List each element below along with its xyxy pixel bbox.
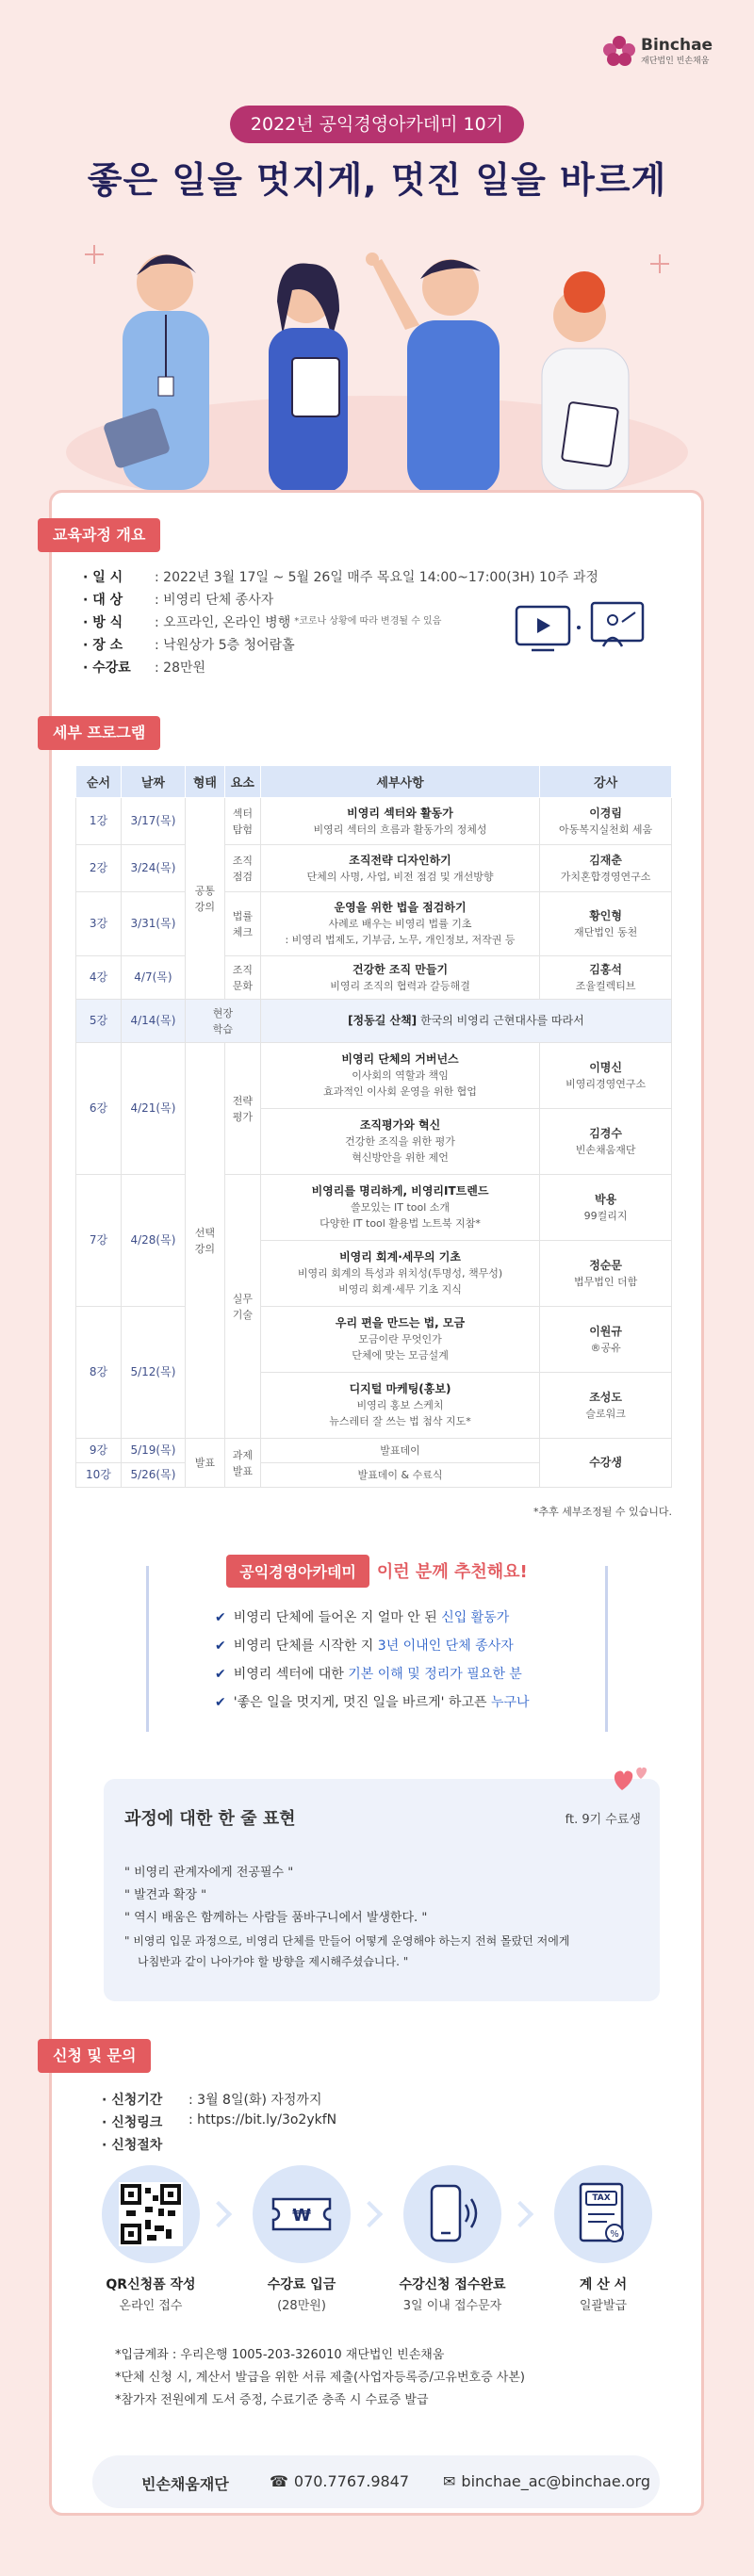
col-header: 세부사항 (260, 766, 539, 798)
overview-row: · 대 상 : 비영리 단체 종사자 (83, 593, 274, 608)
table-row: 3강 3/31(목) 법률 체크 운영을 위한 법을 점검하기 사례로 배우는 비영리 법률 기초 : 비영리 법제도, 기부금, 노무, 개인정보, 저작권 등 황인형 재단법인 동천 (76, 892, 672, 956)
overview-tag: 교육과정 개요 (38, 518, 160, 552)
apply-row: · 신청기간 : 3월 8일(화) 자정까지 (102, 2093, 322, 2108)
brand-name: Binchae (641, 36, 713, 55)
phone-icon: ☎ (269, 2472, 288, 2490)
footer-phone: ☎ 070.7767.9847 (269, 2472, 410, 2490)
program-pill: 2022년 공익경영아카데미 10기 (230, 106, 524, 143)
list-item: ✔ 비영리 단체에 들어온 지 얼마 안 된 신입 활동가 (215, 1610, 510, 1625)
table-row: 8강 5/12(목) 우리 편을 만드는 법, 모금 모금이란 무엇인가 단체에 맞는 모금설계 이원규 ®공유 (76, 1307, 672, 1373)
svg-text:₩: ₩ (292, 2206, 311, 2225)
col-header: 순서 (76, 766, 122, 798)
check-icon: ✔ (215, 1667, 226, 1682)
phone-icon (426, 2182, 483, 2246)
quote-line: " 비영리 입문 과정으로, 비영리 단체를 만들어 어떻게 운영해야 하는지 전혀 몰랐던 저에게 (124, 1934, 570, 1948)
tax-invoice-icon (575, 2180, 631, 2248)
won-ticket-icon (270, 2195, 334, 2233)
step-title: 수강료 입금 (267, 2277, 336, 2292)
form-cell: 공통 강의 (185, 798, 224, 1000)
step-title: 계 산 서 (579, 2277, 628, 2292)
quote-title: 과정에 대한 한 줄 표현 (124, 1809, 296, 1829)
qr-code-icon (119, 2182, 183, 2246)
mail-icon: ✉ (443, 2472, 456, 2490)
col-header: 형태 (185, 766, 224, 798)
col-header: 강사 (540, 766, 672, 798)
svg-text:%: % (610, 2229, 619, 2240)
quote-sub: ft. 9기 수료생 (565, 1813, 641, 1827)
presentation-icon (515, 601, 647, 658)
table-row: 7강 4/28(목) 실무 기술 비영리를 명리하게, 비영리IT트렌드 쓸모있는 IT tool 소개 다양한 IT tool 활용법 노트북 지참* 박용 99컬리지 (76, 1175, 672, 1241)
apply-row: · 신청절차 (102, 2138, 163, 2153)
form-cell: 선택 강의 (185, 1043, 224, 1439)
program-table (75, 765, 672, 1488)
list-item: ✔ '좋은 일을 멋지게, 멋진 일을 바르게' 하고픈 누구나 (215, 1695, 530, 1710)
apply-link[interactable]: : https://bit.ly/3o2ykfN (188, 2112, 337, 2128)
program-note: *추후 세부조정될 수 있습니다. (533, 1506, 672, 1518)
recommend-title (0, 1555, 754, 1588)
footer-org: 빈손채움재단 (141, 2475, 229, 2493)
binchae-logo (603, 36, 713, 68)
headline: 좋은 일을 멋지게, 멋진 일을 바르게 (87, 159, 667, 201)
apply-note: *입금계좌 : 우리은행 1005-203-326010 재단법인 빈손채움 (115, 2348, 445, 2362)
step-sub: 온라인 접수 (119, 2299, 183, 2313)
list-item: ✔ 비영리 섹터에 대한 기본 이해 및 정리가 필요한 분 (215, 1667, 522, 1682)
col-header: 요소 (224, 766, 260, 798)
quote-line: " 발견과 확장 " (124, 1888, 207, 1902)
table-row: 10강 5/26(목) 발표데이 & 수료식 (76, 1463, 672, 1488)
table-row: 6강 4/21(목) 선택 강의 전략 평가 비영리 단체의 거버넌스 이사회의 역할과 책임 효과적인 이사회 운영을 위한 협업 이명신 비영리경영연구소 (76, 1043, 672, 1109)
step-sub: 일괄발급 (579, 2299, 628, 2313)
people-illustration (57, 217, 697, 499)
col-header: 날짜 (121, 766, 185, 798)
quote-line: 나침반과 같이 나아가야 할 방향을 제시해주셨습니다. " (138, 1955, 409, 1968)
table-row: 조직평가와 혁신 건강한 조직을 위한 평가 혁신방안을 위한 제언 김경수 빈손채움재단 (76, 1109, 672, 1175)
table-row: 비영리 회계·세무의 기초 비영리 회계의 특성과 위치성(투명성, 책무성) 비영리 회계·세무 기초 지식 정순문 법무법인 더함 (76, 1241, 672, 1307)
check-icon: ✔ (215, 1610, 226, 1625)
recommend-pill: 공익경영아카데미 (226, 1555, 369, 1588)
brand-sub: 재단법인 빈손채움 (641, 57, 710, 66)
footer-email[interactable]: ✉ binchae_ac@binchae.org (443, 2472, 650, 2490)
quote-line: " 비영리 관계자에게 전공필수 " (124, 1866, 294, 1880)
apply-tag: 신청 및 문의 (38, 2039, 151, 2073)
step-title: 수강신청 접수완료 (399, 2277, 506, 2292)
program-tag: 세부 프로그램 (38, 716, 160, 750)
apply-row: · 신청링크 : https://bit.ly/3o2ykfN (102, 2112, 337, 2130)
recommend-suffix: 이런 분께 추천해요! (376, 1562, 528, 1582)
check-icon: ✔ (215, 1695, 226, 1710)
apply-note: *참가자 전원에게 도서 증정, 수료기준 충족 시 수료증 발급 (115, 2393, 429, 2407)
overview-row: · 수강료 : 28만원 (83, 660, 206, 676)
list-item: ✔ 비영리 단체를 시작한 지 3년 이내인 단체 종사자 (215, 1639, 514, 1654)
flower-icon (603, 36, 635, 68)
overview-row: · 일 시 : 2022년 3월 17일 ~ 5월 26일 매주 목요일 14:00~17:00(3H) 10주 과정 (83, 570, 598, 585)
table-row: 1강 3/17(목) 공통 강의 섹터 탐험 비영리 섹터와 활동가 비영리 섹터의 흐름과 활동가의 정체성 이경림 아동복지실천회 세움 (76, 798, 672, 845)
table-row: 4강 4/7(목) 조직 문화 건강한 조직 만들기 비영리 조직의 협력과 갈등해결 김홍석 조율컬렉티브 (76, 956, 672, 1000)
overview-row: · 장 소 : 낙원상가 5층 청어람홀 (83, 638, 295, 653)
step-sub: 3일 이내 접수문자 (402, 2299, 502, 2313)
check-icon: ✔ (215, 1639, 226, 1654)
table-row: 5강 4/14(목) 현장 학습 [정동길 산책] 한국의 비영리 근현대사를 따라서 (76, 1000, 672, 1043)
tax-badge: TAX (592, 2193, 611, 2203)
step-title: QR신청폼 작성 (106, 2277, 196, 2292)
table-row: 디지털 마케팅(홍보) 비영리 홍보 스케치 뉴스레터 잘 쓰는 법 첨삭 지도* 조성도 슬로워크 (76, 1373, 672, 1439)
heart-icon (611, 1762, 652, 1796)
apply-note: *단체 신청 시, 계산서 발급을 위한 서류 제출(사업자등록증/고유번호증 사본) (115, 2371, 525, 2385)
quote-line: " 역시 배움은 함께하는 사람들 품바구니에서 발생한다. " (124, 1911, 428, 1925)
step-sub: (28만원) (277, 2299, 326, 2313)
overview-row: · 방 식 : 오프라인, 온라인 병행 *코로나 상황에 따라 변경될 수 있음 (83, 615, 442, 630)
table-row: 2강 3/24(목) 조직 점검 조직전략 디자인하기 단체의 사명, 사업, 비전 점검 및 개선방향 김재춘 가치혼합경영연구소 (76, 845, 672, 892)
table-header-row (76, 766, 672, 798)
table-row: 9강 5/19(목) 발표 과제 발표 발표데이 수강생 (76, 1439, 672, 1463)
